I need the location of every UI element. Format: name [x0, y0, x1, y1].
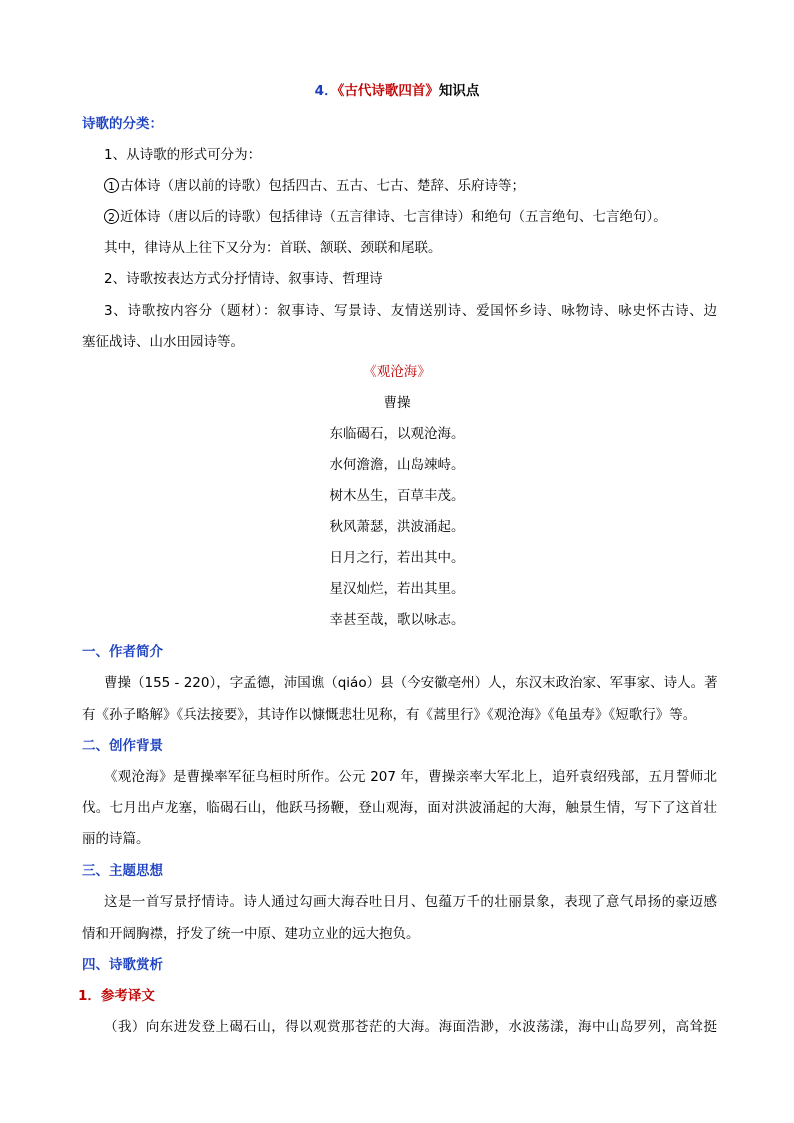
author-intro-line1: 曹操（155 - 220），字孟德，沛国谯（qiáo）县（今安徽亳州）人，东汉末政治家、军事家、诗人。著: [104, 675, 718, 691]
translation-line1: （我）向东进发登上碣石山，得以观赏那苍茫的大海。海面浩渺，水波荡漾，海中山岛罗列，高耸挺: [104, 1019, 717, 1035]
classification-item-3-line1: 3、诗歌按内容分（题材）：叙事诗、写景诗、友情送别诗、爱国怀乡诗、咏物诗、咏史怀古诗、边: [104, 303, 717, 319]
classification-note: 其中，律诗从上往下又分为：首联、颔联、颈联和尾联。: [104, 240, 442, 256]
poem-line: 东临碣石，以观沧海。: [329, 426, 465, 442]
classification-item-1: 1、从诗歌的形式可分为：: [104, 147, 262, 163]
background-line3: 丽的诗篇。: [82, 831, 150, 847]
theme-line2: 情和开阔胸襟，抒发了统一中原、建功立业的远大抱负。: [82, 926, 420, 942]
author-intro-line2: 有《孙子略解》《兵法接要》，其诗作以慷慨悲壮见称，有《蒿里行》《观沧海》《龟虽寿》《短歌行》等。: [82, 707, 697, 723]
circled-number-2: 2: [104, 209, 119, 224]
circled-number-1: 1: [104, 178, 119, 193]
background-line2: 伐。七月出卢龙塞，临碣石山，他跃马扬鞭，登山观海，面对洪波涌起的大海，触景生情，写下了这首壮: [82, 800, 717, 816]
poem-line: 树木丛生，百草丰茂。: [329, 488, 465, 504]
background-line1: 《观沧海》是曹操率军征乌桓时所作。公元 207 年，曹操亲率大军北上，追歼袁绍残部，五月誓师北: [104, 769, 717, 785]
author-intro-heading: 一、作者简介: [82, 644, 163, 660]
poem-line: 星汉灿烂，若出其里。: [329, 581, 465, 597]
poem-author: 曹操: [383, 395, 411, 411]
classification-item-3-line2: 塞征战诗、山水田园诗等。: [82, 334, 244, 350]
poem-line: 日月之行，若出其中。: [329, 550, 465, 566]
classification-item-1b: 2 近体诗（唐以后的诗歌）包括律诗（五言律诗、七言律诗）和绝句（五言绝句、七言绝句）。: [104, 208, 667, 226]
title-name: 《古代诗歌四首》: [337, 83, 439, 99]
title-suffix: 知识点: [438, 83, 480, 99]
appreciation-heading: 四、诗歌赏析: [82, 957, 163, 973]
classification-item-2: 2、诗歌按表达方式分抒情诗、叙事诗、哲理诗: [104, 271, 383, 287]
poem-line: 秋风萧瑟，洪波涌起。: [329, 519, 465, 535]
page-title: [0, 82, 794, 100]
poem-line: 幸甚至哉，歌以咏志。: [329, 612, 465, 628]
classification-item-1a: 1 古体诗（唐以前的诗歌）包括四古、五古、七古、楚辞、乐府诗等；: [104, 177, 525, 195]
classification-heading: 诗歌的分类：: [82, 116, 163, 132]
theme-heading: 三、主题思想: [82, 863, 163, 879]
poem-line: 水何澹澹，山岛竦峙。: [329, 457, 465, 473]
theme-line1: 这是一首写景抒情诗。诗人通过勾画大海吞吐日月、包蕴万千的壮丽景象，表现了意气昂扬的豪迈感: [104, 894, 717, 910]
background-heading: 二、创作背景: [82, 738, 163, 754]
poem-title: 《观沧海》: [363, 364, 431, 380]
title-number: 4．: [314, 83, 338, 99]
translation-subheading: 1．参考译文: [78, 988, 155, 1004]
